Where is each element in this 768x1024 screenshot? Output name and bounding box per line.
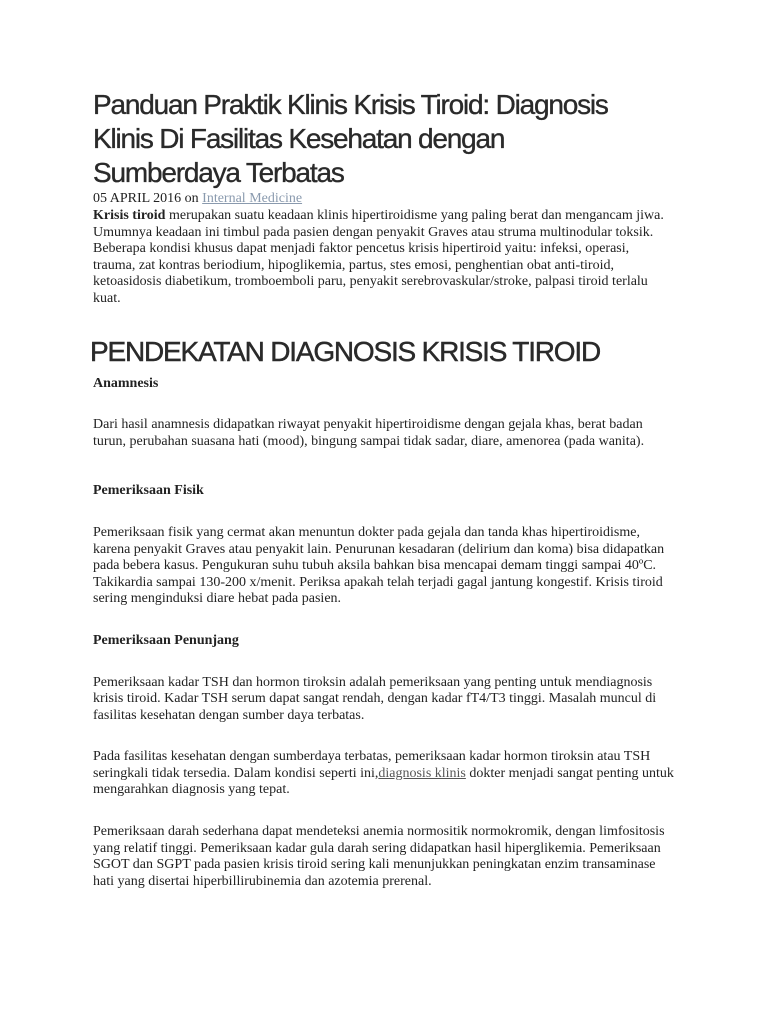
article-title: Panduan Praktik Klinis Krisis Tiroid: Diagnosis Klinis Di Fasilitas Kesehatan dengan Sumberdaya Terbatas — [93, 89, 608, 188]
intro-paragraph — [93, 208, 675, 308]
article-meta — [93, 191, 675, 207]
section-title: PENDEKATAN DIAGNOSIS KRISIS TIROID — [90, 335, 600, 367]
pemeriksaan-fisik-heading: Pemeriksaan Fisik — [93, 483, 204, 499]
article-date: 05 APRIL 2016 — [93, 191, 182, 206]
pemeriksaan-penunjang-heading: Pemeriksaan Penunjang — [93, 632, 239, 648]
article-page — [90, 88, 675, 890]
pemeriksaan-fisik-paragraph: Pemeriksaan fisik yang cermat akan menuntun dokter pada gejala dan tanda khas hipertiroidisme, karena penyakit Graves atau penyakit lain. Penurunan kesadaran (delirium dan koma) bisa didapatkan pada bebera kasus. Pengukuran suhu tubuh aksila bahkan bisa mencapai demam tinggi sampai 40ºC. Takikardia sampai 130-200 x/menit. Periksa apakah telah terjadi gagal jantung kongestif. Krisis tiroid sering menginduksi diare hebat pada pasien. — [93, 524, 665, 607]
penunjang-paragraph-1: Pemeriksaan kadar TSH dan hormon tiroksin adalah pemeriksaan yang penting untuk mendiagnosis krisis tiroid. Kadar TSH serum dapat sangat rendah, dengan kadar fT4/T3 tinggi. Masalah muncul di fasilitas kesehatan dengan sumber daya terbatas. — [93, 674, 657, 723]
anamnesis-heading: Anamnesis — [93, 375, 159, 391]
diagnosis-klinis-link[interactable]: diagnosis klinis — [378, 765, 466, 781]
penunjang-paragraph-3: Pemeriksaan darah sederhana dapat mendeteksi anemia normositik normokromik, dengan limfositosis yang relatif tinggi. Pemeriksaan kadar gula darah sering didapatkan hasil hiperglikemia. Pemeriksaan SGOT dan SGPT pada pasien krisis tiroid sering kali menunjukkan peningkatan enzim transaminase hati yang disertai hiperbillirubinemia dan azotemia prerenal. — [93, 824, 665, 889]
intro-text: merupakan suatu keadaan klinis hipertiroidisme yang paling berat dan mengancam jiwa. Umumnya keadaan ini timbul pada pasien dengan penyakit Graves atau struma multinodular toksik. Beberapa kondisi khusus dapat menjadi faktor pencetus krisis hipertiroid yaitu: infeksi, operasi, trauma, zat kontras beriodium, hipoglikemia, partus, stes emosi, penghentian obat anti-tiroid, ketoasidosis diabetikum, tromboemboli paru, penyakit serebrovaskular/stroke, palpasi tiroid terlalu kuat. — [93, 208, 664, 306]
category-link[interactable]: Internal Medicine — [202, 191, 303, 206]
penunjang-paragraph-2 — [93, 749, 675, 799]
intro-bold-term: Krisis tiroid — [93, 208, 166, 223]
penunjang-p2-after: dokter menjadi sangat penting untuk mengarahkan diagnosis yang tepat. — [93, 765, 674, 798]
penunjang-p2-before: Pada fasilitas kesehatan dengan sumberdaya terbatas, pemeriksaan kadar hormon tiroksin atau TSH seringkali tidak tersedia. Dalam kondisi seperti ini, — [93, 749, 651, 781]
anamnesis-paragraph: Dari hasil anamnesis didapatkan riwayat penyakit hipertiroidisme dengan gejala khas, berat badan turun, perubahan suasana hati (mood), bingung sampai tidak sadar, diare, amenorea (pada wanita). — [93, 417, 645, 449]
meta-on-text: on — [181, 191, 203, 206]
